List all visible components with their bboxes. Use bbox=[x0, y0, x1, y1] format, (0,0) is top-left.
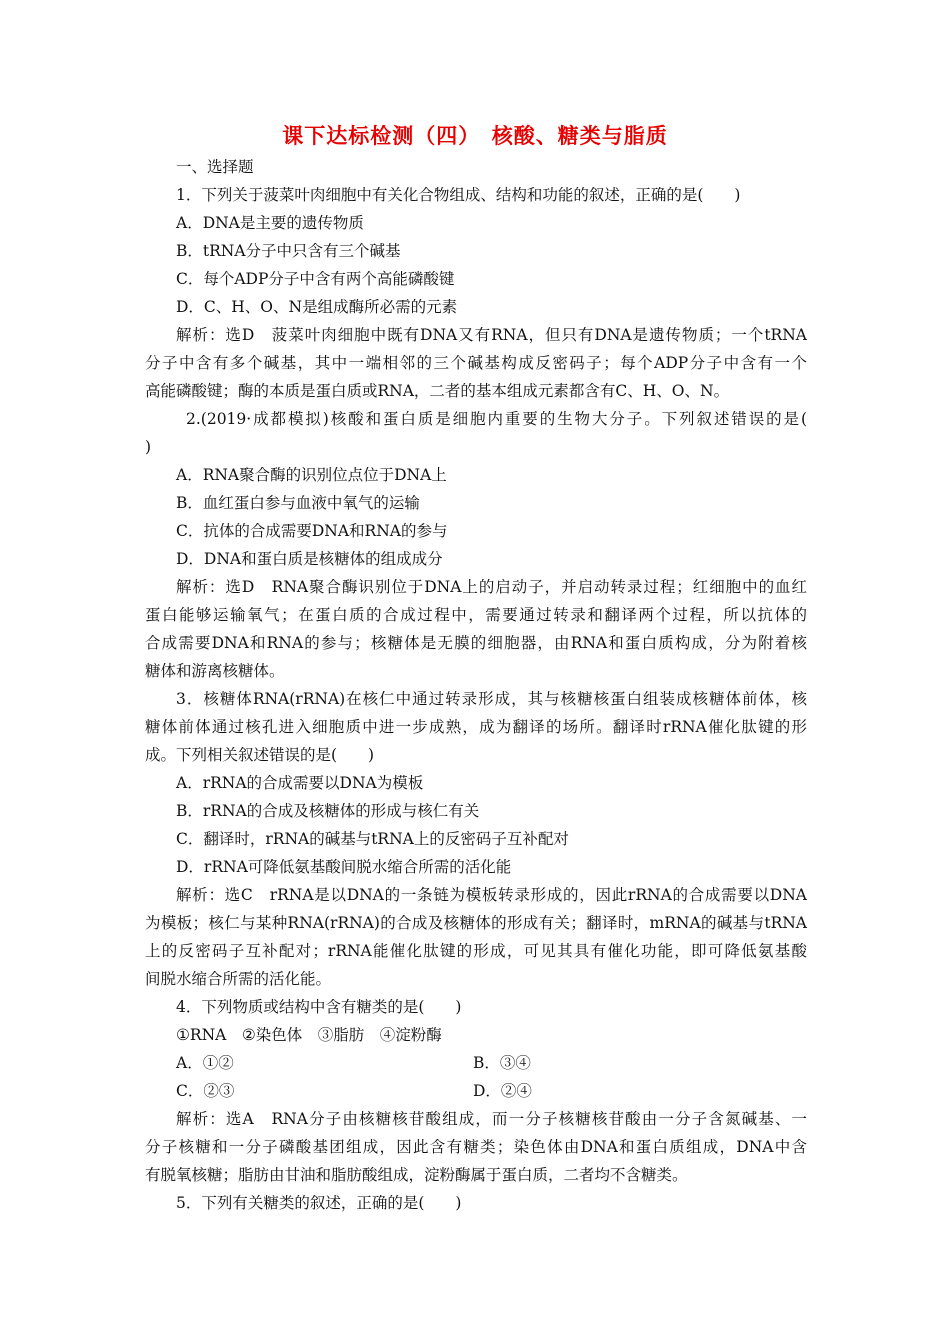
question-1-option-b: B．tRNA分子中只含有三个碱基 bbox=[176, 242, 401, 260]
question-2-analysis-line: 蛋白能够运输氧气；在蛋白质的合成过程中，需要通过转录和翻译两个过程，所以抗体的 bbox=[145, 606, 807, 624]
question-2-option-d: D．DNA和蛋白质是核糖体的组成成分 bbox=[176, 550, 443, 568]
question-1-analysis-line: 高能磷酸键；酶的本质是蛋白质或RNA，二者的基本组成元素都含有C、H、O、N。 bbox=[145, 382, 730, 400]
question-1-analysis-line: 分子中含有多个碱基，其中一端相邻的三个碱基构成反密码子；每个ADP分子中含有一个 bbox=[145, 354, 807, 372]
question-3-option-d: D．rRNA可降低氨基酸间脱水缩合所需的活化能 bbox=[176, 858, 512, 876]
question-2-option-a: A．RNA聚合酶的识别位点位于DNA上 bbox=[176, 466, 447, 484]
question-3-analysis-line: 为模板；核仁与某种RNA(rRNA)的合成及核糖体的形成有关；翻译时，mRNA的碱基与tRNA bbox=[145, 914, 807, 932]
question-1-option-d: D．C、H、O、N是组成酶所必需的元素 bbox=[176, 298, 458, 316]
question-1-option-c: C．每个ADP分子中含有两个高能磷酸键 bbox=[176, 270, 455, 288]
question-4-analysis-line: 分子核糖和一分子磷酸基团组成，因此含有糖类；染色体由DNA和蛋白质组成，DNA中含 bbox=[145, 1138, 807, 1156]
question-4-analysis-line: 解析：选A RNA分子由核糖核苷酸组成，而一分子核糖核苷酸由一分子含氮碱基、一 bbox=[176, 1110, 807, 1128]
question-3-analysis-line: 上的反密码子互补配对；rRNA能催化肽键的形成，可见其具有催化功能，即可降低氨基酸 bbox=[145, 942, 807, 960]
question-1-stem: 1．下列关于菠菜叶肉细胞中有关化合物组成、结构和功能的叙述，正确的是( ) bbox=[176, 186, 741, 204]
question-3-stem: 3．核糖体RNA(rRNA)在核仁中通过转录形成，其与核糖核蛋白组装成核糖体前体，核 bbox=[176, 690, 807, 708]
question-2-option-c: C．抗体的合成需要DNA和RNA的参与 bbox=[176, 522, 448, 540]
question-3-stem: 成。下列相关叙述错误的是( ) bbox=[145, 746, 375, 764]
question-4-option-c: C．②③ bbox=[176, 1082, 235, 1100]
question-2-analysis-line: 糖体和游离核糖体。 bbox=[145, 662, 285, 680]
question-4-option-a: A．①② bbox=[176, 1054, 234, 1072]
question-4-analysis-line: 有脱氧核糖；脂肪由甘油和脂肪酸组成，淀粉酶属于蛋白质，二者均不含糖类。 bbox=[145, 1166, 688, 1184]
question-4-option-d: D．②④ bbox=[473, 1082, 532, 1100]
question-4-option-b: B．③④ bbox=[473, 1054, 531, 1072]
question-1-analysis-line: 解析：选D 菠菜叶肉细胞中既有DNA又有RNA，但只有DNA是遗传物质；一个tRNA bbox=[176, 326, 807, 344]
question-4-items: ①RNA ②染色体 ③脂肪 ④淀粉酶 bbox=[176, 1026, 442, 1044]
question-3-option-b: B．rRNA的合成及核糖体的形成与核仁有关 bbox=[176, 802, 480, 820]
question-2-stem: 2.(2019·成都模拟)核酸和蛋白质是细胞内重要的生物大分子。下列叙述错误的是( bbox=[186, 410, 807, 428]
question-1-option-a: A．DNA是主要的遗传物质 bbox=[176, 214, 364, 232]
question-3-stem: 糖体前体通过核孔进入细胞质中进一步成熟，成为翻译的场所。翻译时rRNA催化肽键的形 bbox=[145, 718, 807, 736]
page-title: 课下达标检测（四） 核酸、糖类与脂质 bbox=[282, 123, 668, 148]
question-4-stem: 4．下列物质或结构中含有糖类的是( ) bbox=[176, 998, 462, 1016]
question-2-analysis-line: 合成需要DNA和RNA的参与；核糖体是无膜的细胞器，由RNA和蛋白质构成，分为附着核 bbox=[145, 634, 807, 652]
section-heading: 一、选择题 bbox=[176, 158, 254, 176]
question-3-option-a: A．rRNA的合成需要以DNA为模板 bbox=[176, 774, 424, 792]
question-3-analysis-line: 间脱水缩合所需的活化能。 bbox=[145, 970, 332, 988]
question-3-option-c: C．翻译时，rRNA的碱基与tRNA上的反密码子互补配对 bbox=[176, 830, 569, 848]
question-2-analysis-line: 解析：选D RNA聚合酶识别位于DNA上的启动子，并启动转录过程；红细胞中的血红 bbox=[176, 578, 807, 596]
question-2-option-b: B．血红蛋白参与血液中氧气的运输 bbox=[176, 494, 420, 512]
question-5-stem: 5．下列有关糖类的叙述，正确的是( ) bbox=[176, 1194, 462, 1212]
question-3-analysis-line: 解析：选C rRNA是以DNA的一条链为模板转录形成的，因此rRNA的合成需要以DNA bbox=[176, 886, 807, 904]
question-2-stem: ) bbox=[145, 438, 152, 456]
